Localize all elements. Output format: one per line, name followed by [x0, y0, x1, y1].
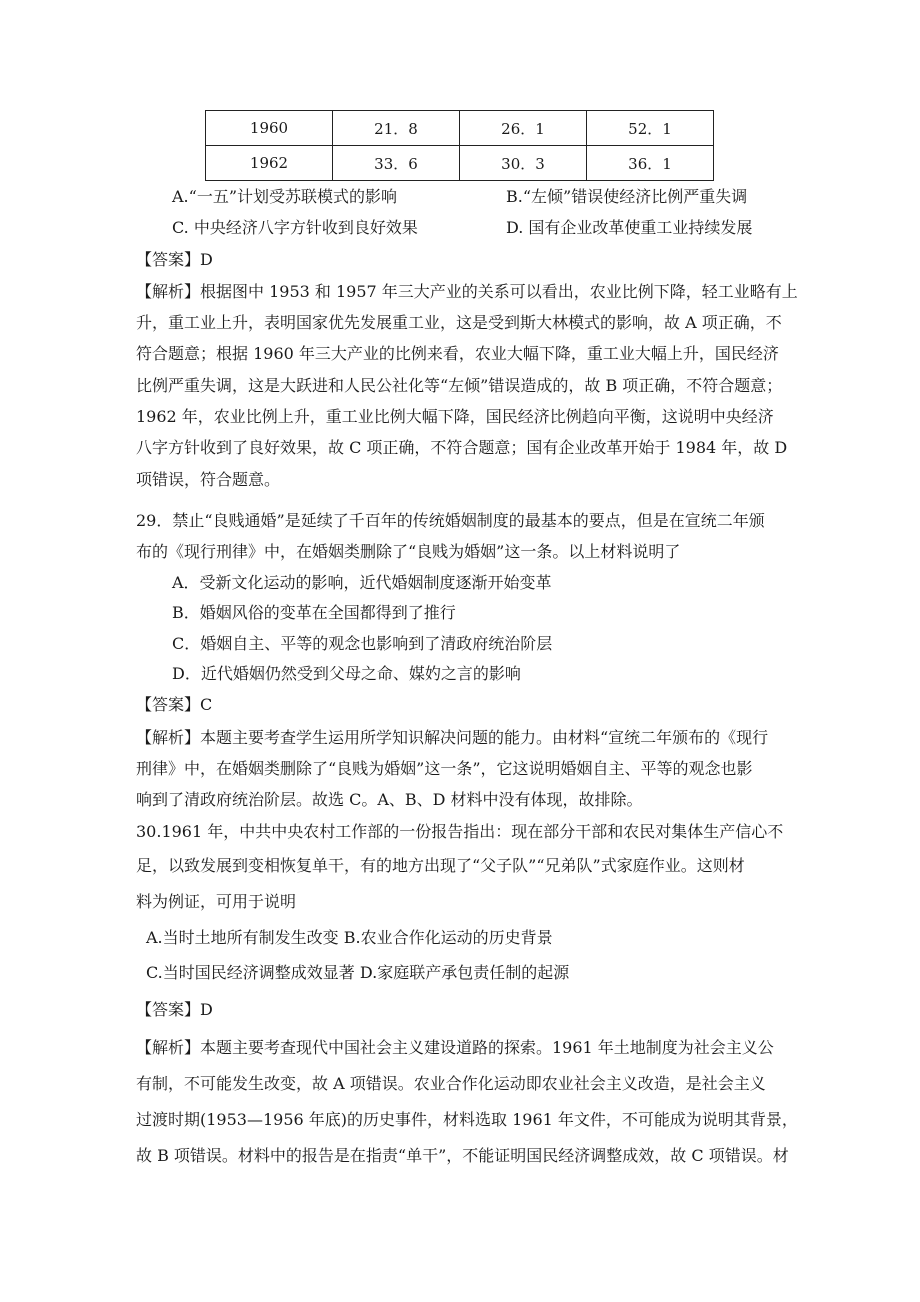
table-cell: 1960 — [206, 111, 333, 146]
q28-answer: 【答案】D — [136, 250, 213, 269]
q29-option-d: D．近代婚姻仍然受到父母之命、媒妁之言的影响 — [172, 664, 521, 683]
q28-analysis-line: 项错误，符合题意。 — [136, 470, 281, 489]
q30-stem-line: 足，以致发展到变相恢复单干，有的地方出现了“父子队”“兄弟队”式家庭作业。这则材 — [136, 856, 745, 875]
q29-analysis-line: 【解析】本题主要考查学生运用所学知识解决问题的能力。由材料“宣统二年颁布的《现行 — [136, 728, 769, 747]
q29-answer: 【答案】C — [136, 695, 213, 714]
table-row — [206, 146, 714, 181]
q30-analysis-line: 【解析】本题主要考查现代中国社会主义建设道路的探索。1961 年土地制度为社会主义公 — [136, 1038, 774, 1057]
q28-analysis-line: 升，重工业上升，表明国家优先发展重工业，这是受到斯大林模式的影响，故 A 项正确，不 — [136, 313, 782, 332]
q29-stem-line: 29．禁止“良贱通婚”是延续了千百年的传统婚姻制度的最基本的要点，但是在宣统二年颁 — [136, 511, 765, 530]
q28-option-a: A.“一五”计划受苏联模式的影响 — [172, 187, 398, 206]
q29-option-a: A．受新文化运动的影响，近代婚姻制度逐渐开始变革 — [172, 573, 552, 592]
q28-analysis-line: 符合题意；根据 1960 年三大产业的比例来看，农业大幅下降，重工业大幅上升，国民经济 — [136, 344, 779, 363]
q30-analysis-line: 有制，不可能发生改变，故 A 项错误。农业合作化运动即农业社会主义改造，是社会主义 — [136, 1074, 766, 1093]
q28-analysis-line: 1962 年，农业比例上升，重工业比例大幅下降，国民经济比例趋向平衡，这说明中央经济 — [136, 407, 774, 426]
table-cell: 26．1 — [460, 111, 587, 146]
q29-analysis-line: 刑律》中，在婚姻类删除了“良贱为婚姻”这一条”，它这说明婚姻自主、平等的观念也影 — [136, 759, 753, 778]
q29-option-c: C．婚姻自主、平等的观念也影响到了清政府统治阶层 — [172, 634, 553, 653]
table-cell: 52．1 — [587, 111, 714, 146]
q28-option-d: D. 国有企业改革使重工业持续发展 — [506, 218, 753, 237]
q30-analysis-line: 过渡时期(1953—1956 年底)的历史事件，材料选取 1961 年文件，不可能成为说明其背景， — [136, 1110, 798, 1129]
q28-analysis-line: 八字方针收到了良好效果，故 C 项正确，不符合题意；国有企业改革开始于 1984 年，故 D — [136, 438, 788, 457]
table-row — [206, 111, 714, 146]
table-cell: 1962 — [206, 146, 333, 181]
q29-analysis-line: 响到了清政府统治阶层。故选 C。A、B、D 材料中没有体现，故排除。 — [136, 790, 643, 809]
q30-options-row: C.当时国民经济调整成效显著 D.家庭联产承包责任制的起源 — [146, 963, 570, 982]
q29-option-b: B．婚姻风俗的变革在全国都得到了推行 — [172, 603, 456, 622]
q30-stem-line: 30.1961 年，中共中央农村工作部的一份报告指出：现在部分干部和农民对集体生产信心不 — [136, 822, 784, 841]
table-cell: 21．8 — [333, 111, 460, 146]
table-cell: 30．3 — [460, 146, 587, 181]
table-cell: 36．1 — [587, 146, 714, 181]
q30-answer: 【答案】D — [136, 1000, 213, 1019]
q30-options-row: A.当时土地所有制发生改变 B.农业合作化运动的历史背景 — [146, 928, 553, 947]
q29-stem-line: 布的《现行刑律》中，在婚姻类删除了“良贱为婚姻”这一条。以上材料说明了 — [136, 542, 681, 561]
q30-analysis-line: 故 B 项错误。材料中的报告是在指责“单干”，不能证明国民经济调整成效，故 C 项错误。材 — [136, 1146, 789, 1165]
q28-analysis-line: 【解析】根据图中 1953 和 1957 年三大产业的关系可以看出，农业比例下降，轻工业略有上 — [136, 282, 798, 301]
q28-option-b: B.“左倾”错误使经济比例严重失调 — [506, 187, 748, 206]
q28-analysis-line: 比例严重失调，这是大跃进和人民公社化等“左倾”错误造成的，故 B 项正确，不符合题意； — [136, 376, 783, 395]
q28-option-c: C. 中央经济八字方针收到良好效果 — [172, 218, 418, 237]
table-cell: 33．6 — [333, 146, 460, 181]
q30-stem-line: 料为例证，可用于说明 — [136, 892, 297, 911]
data-table — [205, 110, 714, 181]
